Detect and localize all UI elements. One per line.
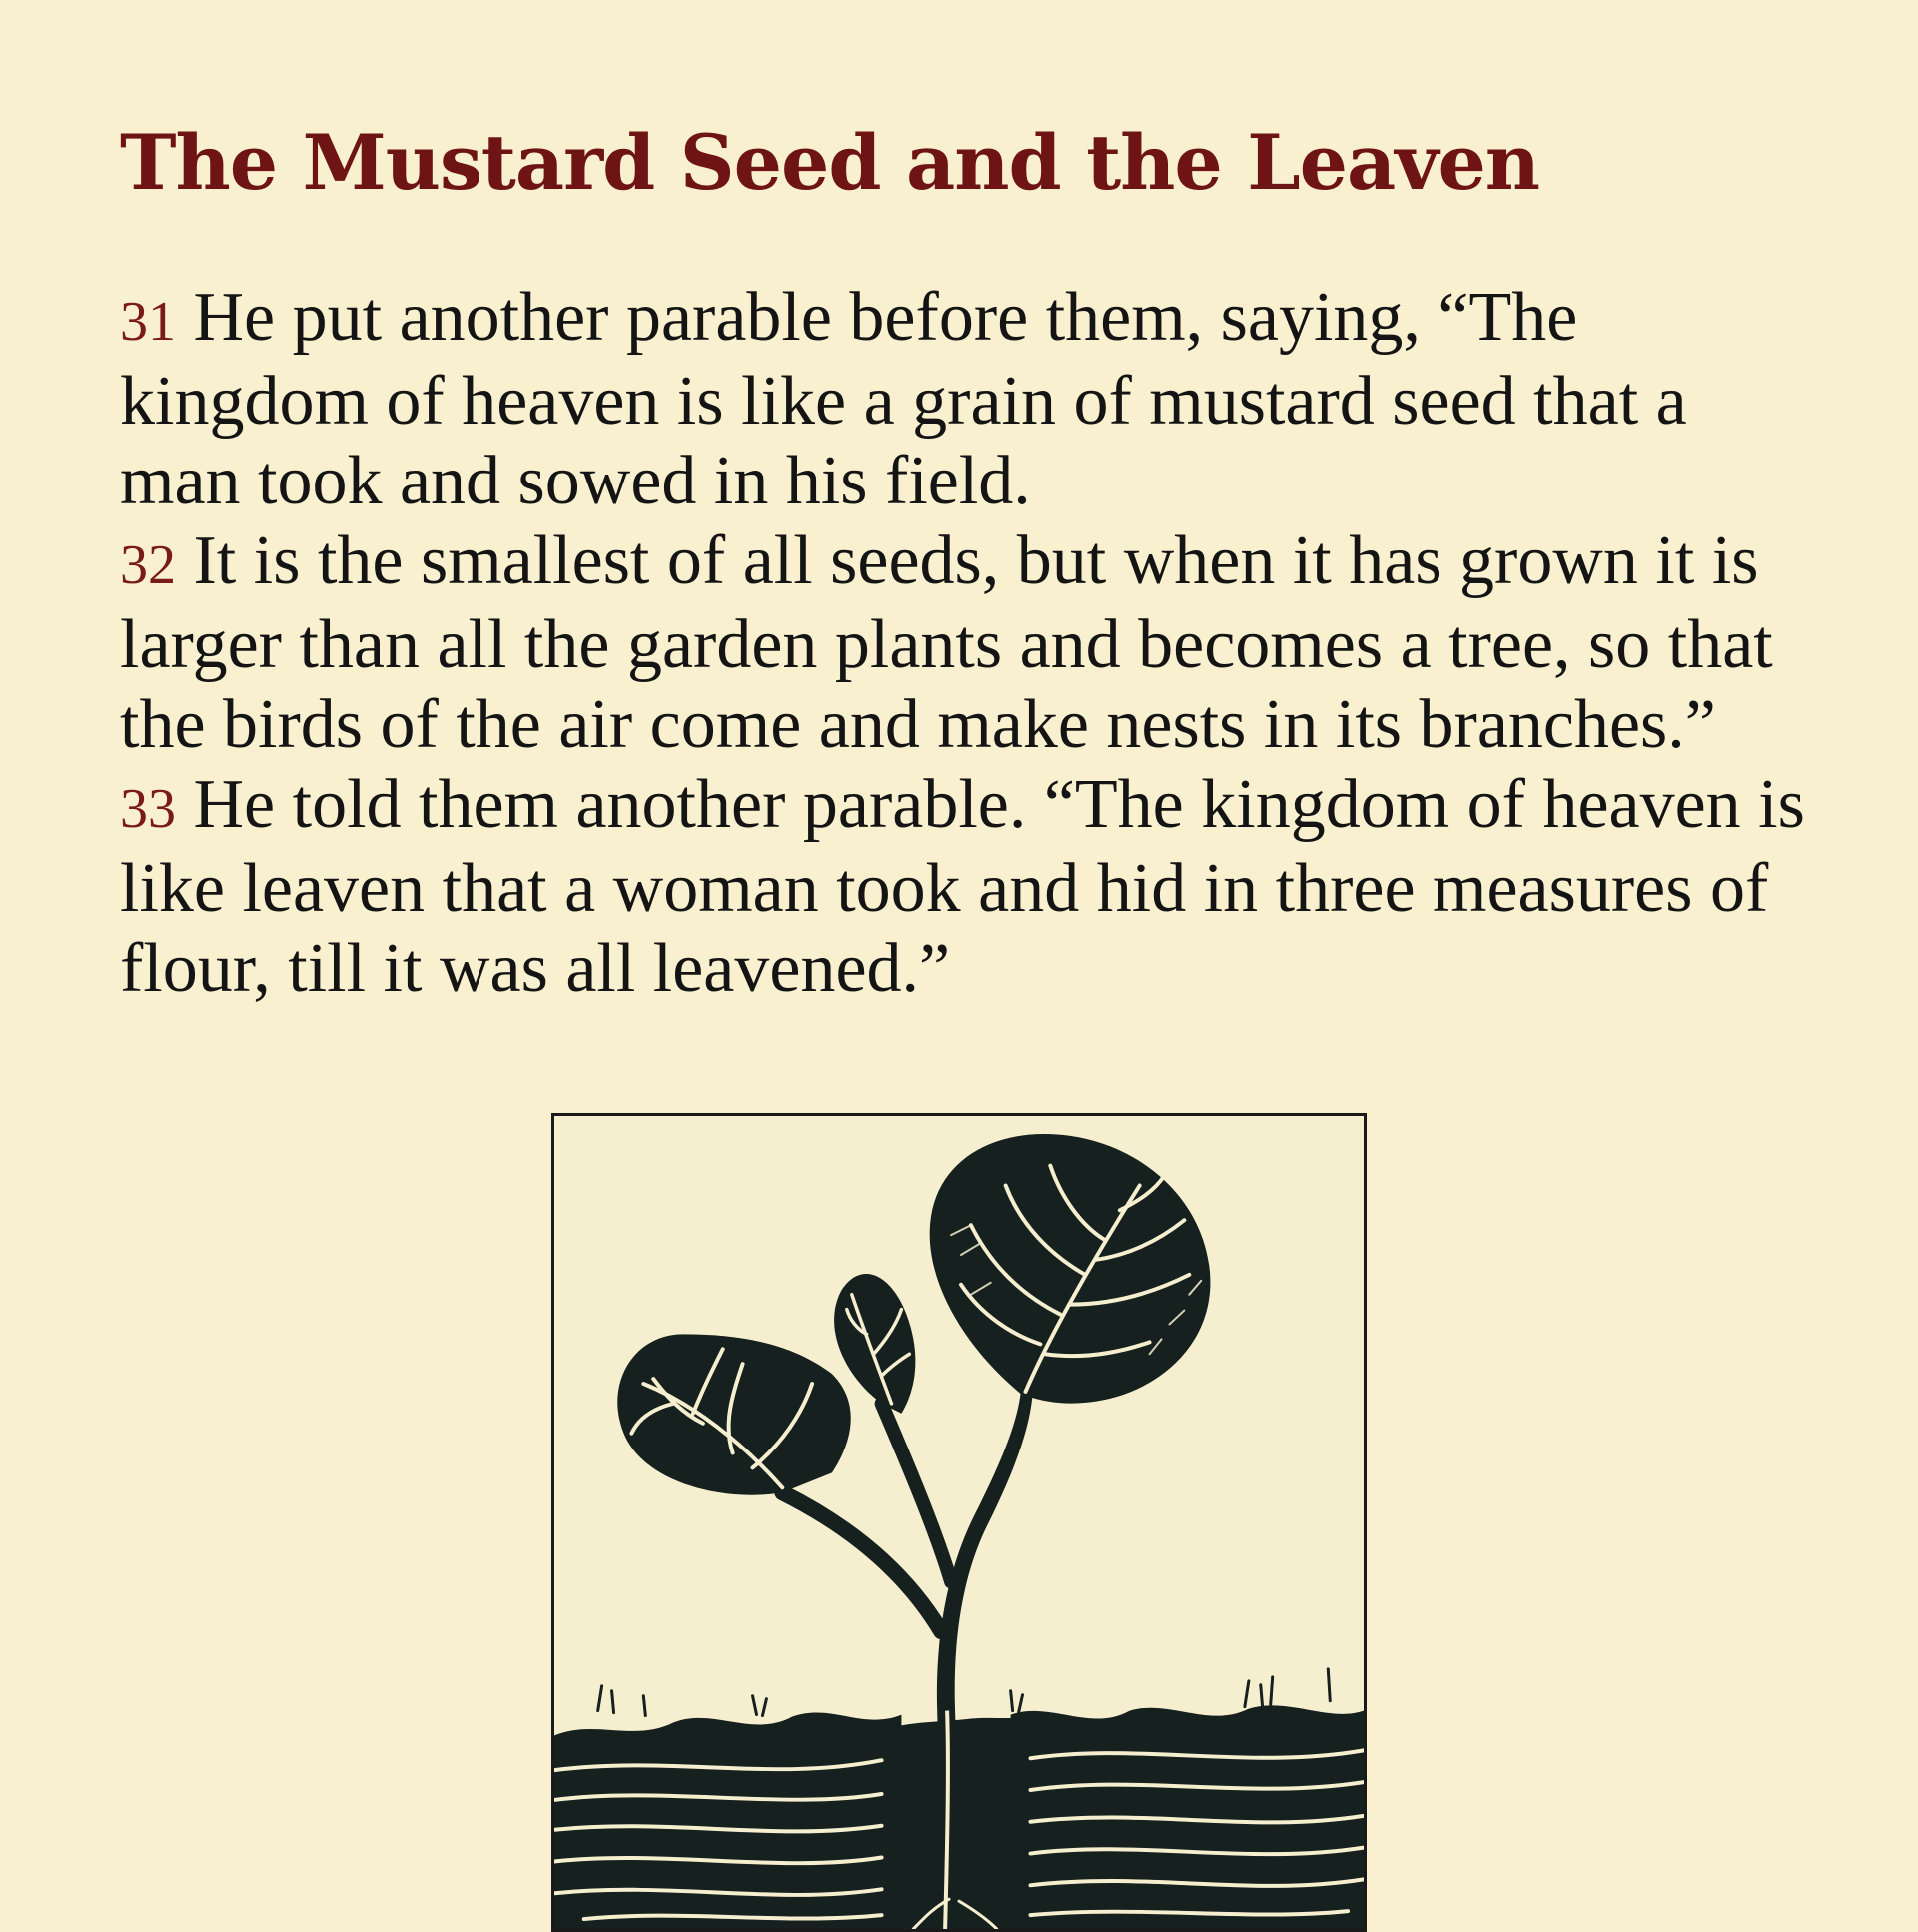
verse-32 [120, 521, 1818, 765]
left-leaf [617, 1334, 850, 1494]
verse-text: He told them another parable. “The kingdom of heaven is like leaven that a woman took and hid in three measures of flour, till it was all leavened.” [120, 766, 1805, 1007]
seedling-woodcut-icon [554, 1116, 1364, 1929]
verse-text: He put another parable before them, saying, “The kingdom of heaven is like a grain of mustard seed that a man took and sowed in his field. [120, 279, 1687, 519]
middle-leaf [834, 1274, 915, 1414]
seedling-illustration [551, 1113, 1367, 1932]
verse-number: 33 [120, 778, 176, 840]
scripture-passage [120, 278, 1818, 1009]
verse-number: 31 [120, 291, 176, 353]
verse-31 [120, 278, 1818, 521]
verse-number: 32 [120, 534, 176, 596]
right-leaf [930, 1134, 1211, 1404]
verse-text: It is the smallest of all seeds, but when it has grown it is larger than all the garden plants and becomes a tree, so that the birds of the air come and make nests in its branches.” [120, 522, 1773, 763]
verse-33 [120, 765, 1818, 1009]
page-title: The Mustard Seed and the Leaven [120, 118, 1540, 207]
